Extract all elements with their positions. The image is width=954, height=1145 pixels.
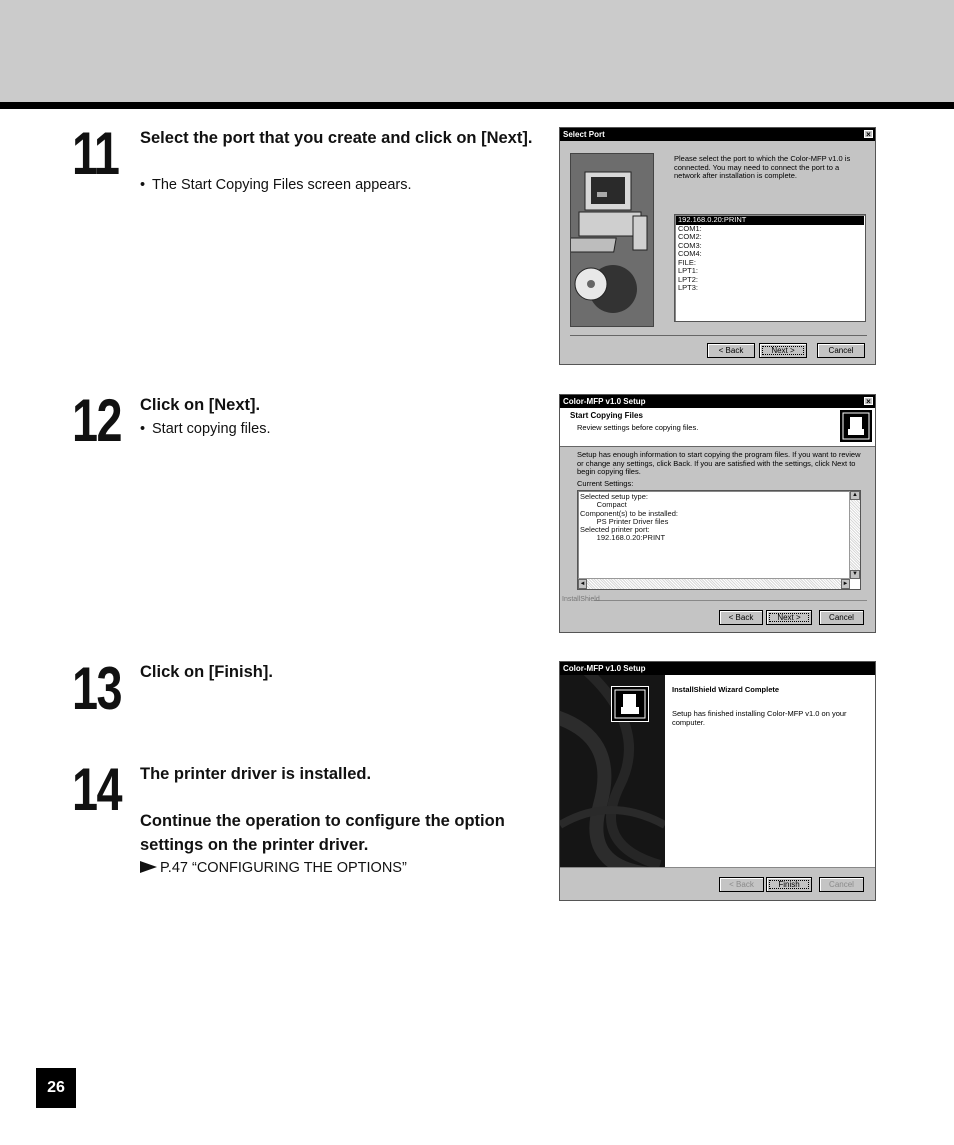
settings-line: PS Printer Driver files	[580, 516, 669, 526]
close-icon[interactable]: ×	[864, 130, 873, 138]
computer-illustration	[570, 153, 654, 327]
settings-line: Component(s) to be installed:	[580, 508, 678, 518]
step-12-note-text: Start copying files.	[152, 421, 271, 437]
step-14-title: The printer driver is installed.	[140, 765, 372, 783]
horizontal-scrollbar[interactable]	[578, 578, 850, 589]
dialog-subheading: Review settings before copying files.	[577, 423, 699, 432]
setup-icon	[611, 686, 649, 722]
wizard-complete-dialog	[559, 661, 876, 901]
step-12-note	[140, 419, 270, 439]
settings-line: Compact	[580, 500, 627, 510]
step-14-reference[interactable]	[140, 858, 407, 878]
cancel-button[interactable]: Cancel	[819, 610, 864, 625]
select-port-title: Select Port	[563, 130, 605, 139]
header-band	[0, 0, 954, 102]
port-list[interactable]	[674, 214, 866, 322]
step-11-title: Select the port that you create and click on [Next].	[140, 129, 533, 147]
setup-title: Color-MFP v1.0 Setup	[563, 397, 646, 406]
copying-message: Setup has enough information to start copying the program files. If you want to review or change any settings, click Back. If you are satisfied with the settings, click Next to begin copying files.	[577, 450, 861, 476]
bullet: •	[140, 177, 146, 193]
port-item[interactable]: LPT1:	[678, 266, 699, 275]
wizard-content-panel	[665, 675, 875, 867]
finish-button[interactable]: Finish	[766, 877, 812, 892]
port-item-selected[interactable]: 192.168.0.20:PRINT	[676, 216, 864, 225]
page-number: 26	[36, 1068, 76, 1108]
dialog-header-panel	[560, 408, 875, 447]
step-11-note-text: The Start Copying Files screen appears.	[152, 177, 412, 193]
port-item[interactable]: LPT3:	[678, 283, 699, 292]
settings-text	[580, 493, 678, 543]
vertical-scrollbar[interactable]	[849, 491, 860, 579]
settings-line: 192.168.0.20:PRINT	[580, 533, 666, 543]
port-item[interactable]: LPT2:	[678, 274, 699, 284]
scroll-up-icon[interactable]: ▲	[850, 491, 860, 500]
step-number-13: 13	[72, 655, 121, 722]
setup-titlebar	[560, 395, 875, 408]
step-number-14: 14	[72, 756, 121, 823]
wizard-complete-heading: InstallShield Wizard Complete	[672, 685, 780, 694]
cancel-button[interactable]: Cancel	[817, 343, 865, 358]
divider	[594, 600, 867, 601]
step-13-title: Click on [Finish].	[140, 663, 273, 681]
close-icon[interactable]: ×	[864, 397, 873, 405]
back-button[interactable]: < Back	[719, 877, 764, 892]
wizard-complete-message: Setup has finished installing Color-MFP v1.0 on your computer.	[672, 709, 847, 727]
step-12-title: Click on [Next].	[140, 396, 261, 414]
settings-line: Selected setup type:	[580, 492, 648, 501]
dialog-heading: Start Copying Files	[570, 411, 643, 420]
setup-icon	[840, 410, 872, 442]
scroll-down-icon[interactable]: ▼	[850, 570, 860, 579]
current-settings-box[interactable]	[577, 490, 861, 590]
select-port-message: Please select the port to which the Color-MFP v1.0 is connected. You may need to connect the port to a network after installation is complete.	[674, 154, 851, 180]
installshield-brand: InstallShield	[562, 596, 600, 603]
setup-titlebar	[560, 662, 875, 675]
reference-arrow-icon	[140, 861, 157, 873]
bullet: •	[140, 421, 146, 437]
select-port-titlebar	[560, 128, 875, 141]
cancel-button[interactable]: Cancel	[819, 877, 864, 892]
step-14-title-continue: Continue the operation to configure the option settings on the printer driver.	[140, 812, 505, 854]
setup-title: Color-MFP v1.0 Setup	[563, 664, 646, 673]
next-button[interactable]: Next >	[759, 343, 807, 358]
port-item[interactable]: COM1:	[678, 223, 702, 233]
port-item[interactable]: COM4:	[678, 249, 702, 258]
current-settings-label: Current Settings:	[577, 479, 634, 488]
step-11-note	[140, 175, 412, 195]
back-button[interactable]: < Back	[719, 610, 763, 625]
step-14-reference-text: P.47 “CONFIGURING THE OPTIONS”	[160, 860, 407, 876]
computer-icon	[571, 154, 653, 326]
port-item[interactable]: COM3:	[678, 240, 702, 250]
start-copying-dialog	[559, 394, 876, 633]
header-rule	[0, 102, 954, 109]
back-button[interactable]: < Back	[707, 343, 755, 358]
select-port-dialog	[559, 127, 876, 365]
wizard-side-panel	[560, 675, 665, 867]
scroll-right-icon[interactable]: ►	[842, 581, 849, 587]
step-number-11: 11	[72, 120, 119, 187]
next-button[interactable]: Next >	[766, 610, 812, 625]
settings-line: Selected printer port:	[580, 525, 650, 535]
port-item[interactable]: COM2:	[678, 232, 702, 241]
divider	[570, 335, 867, 336]
divider	[560, 867, 875, 868]
scroll-left-icon[interactable]: ◄	[579, 581, 586, 587]
port-item[interactable]: FILE:	[678, 257, 696, 267]
step-number-12: 12	[72, 387, 121, 454]
